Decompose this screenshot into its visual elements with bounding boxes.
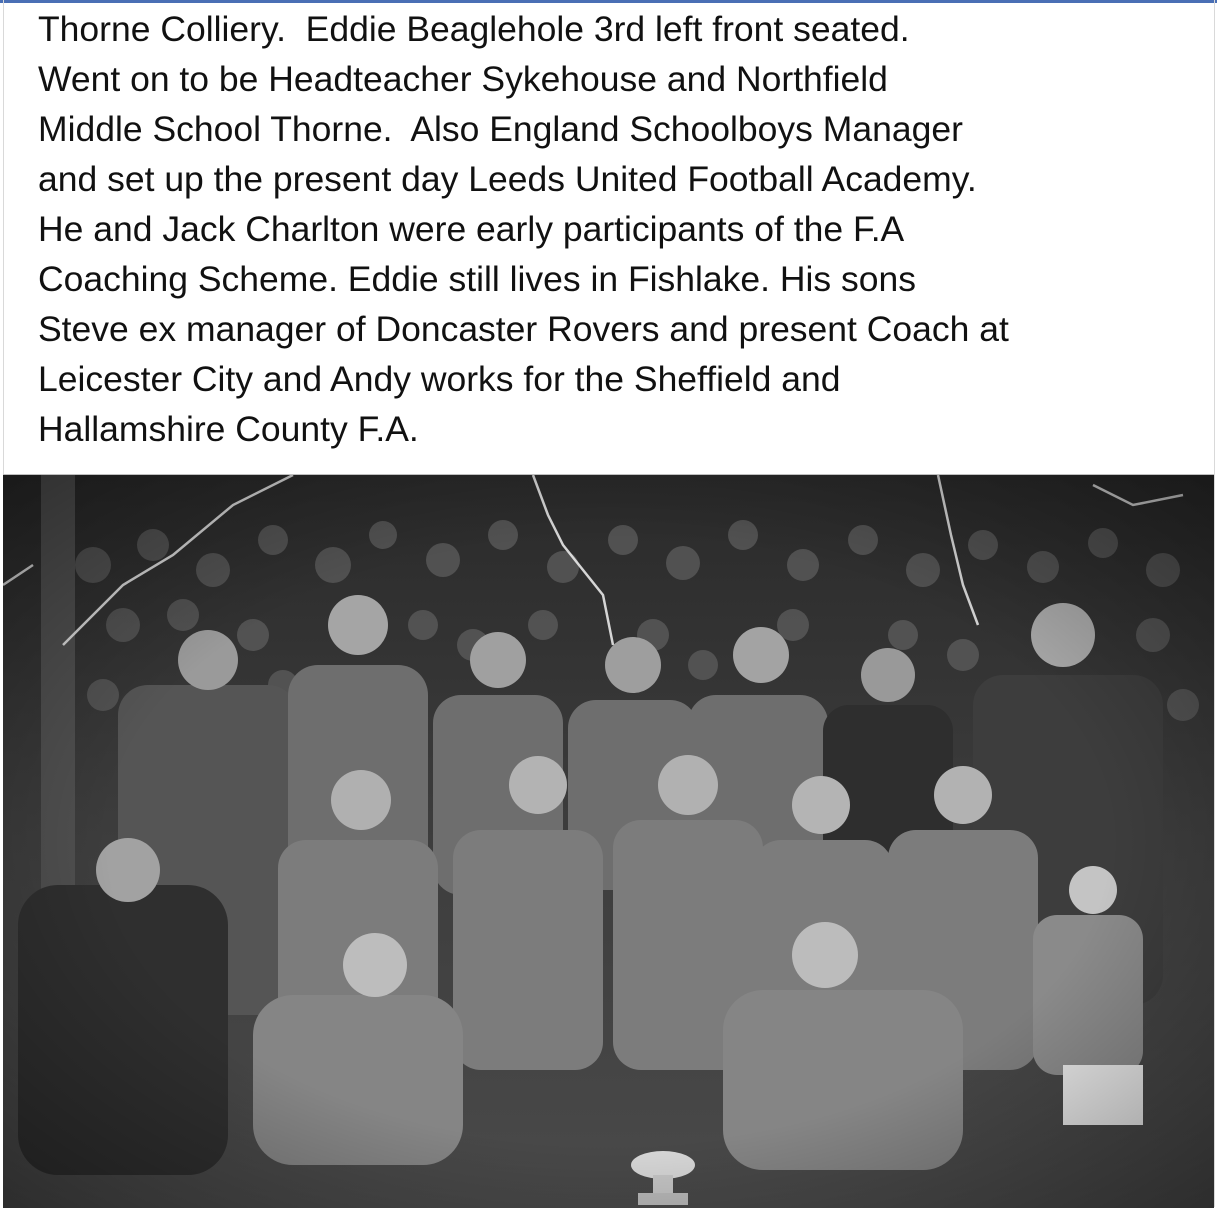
caption-line: Thorne Colliery. Eddie Beaglehole 3rd left front seated. xyxy=(38,9,910,49)
caption-line: Leicester City and Andy works for the Sheffield and xyxy=(38,359,841,399)
caption-line: Middle School Thorne. Also England Schoolboys Manager xyxy=(38,109,963,149)
caption-line: Coaching Scheme. Eddie still lives in Fishlake. His sons xyxy=(38,259,917,299)
caption-line: He and Jack Charlton were early participants of the F.A xyxy=(38,209,905,249)
team-photo-illustration xyxy=(3,475,1214,1208)
caption-line: Hallamshire County F.A. xyxy=(38,409,419,449)
caption-line: and set up the present day Leeds United Football Academy. xyxy=(38,159,977,199)
post-caption xyxy=(38,4,1198,454)
frame-border-right xyxy=(1214,0,1215,1207)
caption-line: Steve ex manager of Doncaster Rovers and present Coach at xyxy=(38,309,1009,349)
caption-line: Went on to be Headteacher Sykehouse and Northfield xyxy=(38,59,888,99)
team-photo[interactable] xyxy=(3,474,1214,1208)
top-accent-bar xyxy=(0,0,1217,3)
